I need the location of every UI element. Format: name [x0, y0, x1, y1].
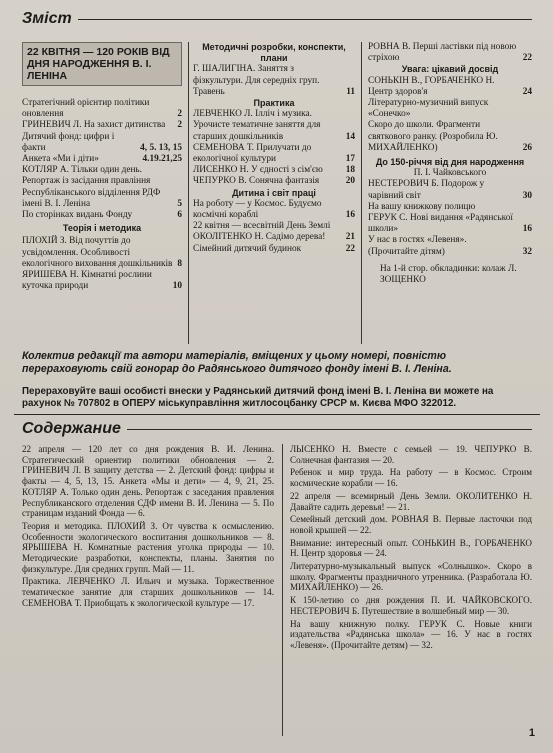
- toc-entry: [193, 232, 355, 243]
- toc-entry-title: ЧЕПУРКО В. Сонячна фантазія: [193, 176, 320, 187]
- rus-toc-paragraph: На вашу книжную полку. ГЕРУК С. Новые книги издательства «Радянська школа» — 16. У нас в гостях «Левеня». (Прочитайте детям) — 32.: [290, 618, 532, 650]
- toc-entry-title: РОВНА В. Перші ластівки під новою стріхою: [368, 42, 517, 64]
- toc-entry-title: ЛЕВЧЕНКО Л. Ілліч і музика. Урочисте тематичне заняття для старших дошкільників: [193, 109, 321, 142]
- toc-entry-title: ЯРИШЕВА Н. Кімнатні рослини куточка природи: [22, 270, 152, 292]
- toc-entry: [368, 42, 532, 64]
- toc-entry-page: 4, 5. 13, 15: [140, 142, 182, 153]
- section-divider: [14, 414, 540, 415]
- ukr-title: Зміст: [22, 10, 72, 27]
- ukr-column-1: [22, 42, 182, 292]
- rus-header: [22, 418, 532, 440]
- toc-entry-page: 22: [345, 243, 355, 254]
- rus-column-1: [22, 444, 274, 611]
- column-divider: [361, 42, 362, 344]
- toc-entry-title: ПЛОХІЙ З. Від почуттів до усвідомлення. Особливості екологічного виховання дошкільників: [22, 236, 173, 269]
- toc-entry-page: 16: [522, 224, 532, 235]
- toc-entry-page: 22: [522, 53, 532, 64]
- donation-notice: Перераховуйте ваші особисті внески у Радянський дитячий фонд імені В. І. Леніна ви можете на рахунок № 707802 в ОПЕРУ міськуправління житлосоцбанку СРСР м. Києва МФО 322012.: [22, 386, 494, 409]
- toc-entry-page: 10: [172, 281, 182, 292]
- toc-entry-title: СЕМЕНОВА Т. Прилучати до екологічної культури: [193, 142, 312, 165]
- rus-toc-paragraph: 22 апреля — 120 лет со дня рождения В. И. Ленина. Стратегический ориентир политики обновления — 2. ГРИНЕВИЧ Л. В защиту детства — 2. Детский фонд: цифры и факты — 4, 5, 13, 15. Анкета «Мы и дети» — 4, 9, 21, 25. КОТЛЯР А. Только один день. Репортаж с заседания правления Республиканского отделения СДФ имени В. И. Ленина — 5. По страницам изданий Фонда — 6.: [22, 444, 274, 519]
- toc-entry: [193, 143, 355, 165]
- page-number: 1: [528, 727, 535, 739]
- toc-entry: [22, 236, 182, 270]
- toc-entry-title: 22 квітня — всесвітній День Землі: [193, 221, 331, 232]
- toc-entry-title: Г. ШАЛИГІНА. Заняття з фізкультури. Для середніх груп. Травень: [193, 64, 320, 97]
- toc-entry-page: 26: [522, 142, 532, 153]
- toc-entry-title: КОТЛЯР А. Тільки один день. Репортаж із засідання правління Республіканського відділення РДФ імені В. І. Леніна: [22, 165, 161, 209]
- ukr-header: [22, 8, 532, 30]
- toc-entry-title: НЕСТЕРОВИЧ Б. Подорож у чарівний світ: [368, 179, 485, 201]
- rus-header-rule: [127, 429, 532, 430]
- toc-entry-page: 21: [345, 232, 355, 243]
- toc-entry: [22, 154, 182, 165]
- toc-entry: [193, 244, 355, 255]
- toc-entry-title: Анкета «Ми і діти»: [22, 154, 99, 165]
- toc-entry: [368, 179, 532, 201]
- lenin-anniversary-box: 22 КВІТНЯ — 120 РОКІВ ВІД ДНЯ НАРОДЖЕННЯ В. І. ЛЕНІНА: [22, 42, 182, 86]
- toc-entry: [22, 120, 182, 131]
- toc-entry-page: 20: [345, 176, 355, 187]
- toc-entry: [368, 120, 532, 154]
- toc-entry-title: Літературно-музичний випуск «Сонечко»: [368, 98, 489, 120]
- column-divider: [282, 444, 283, 736]
- cover-credit: На 1-й стор. обкладинки: колаж Л. ЗОЩЕНКО: [380, 263, 517, 286]
- toc-entry-page: 4.19.21,25: [142, 154, 182, 165]
- toc-entry-page: 6: [177, 210, 182, 221]
- toc-entry: [22, 210, 182, 221]
- ukr-col3-list-3: [368, 179, 532, 257]
- rus-toc-paragraph: Ребенок и мир труда. На работу — в Космос. Строим космические корабли — 16.: [290, 467, 532, 489]
- toc-entry: [193, 221, 355, 232]
- toc-entry: [368, 76, 532, 98]
- toc-entry-page: 16: [345, 210, 355, 221]
- toc-entry-page: 5: [177, 198, 182, 209]
- toc-entry-page: 24: [522, 86, 532, 97]
- toc-entry-page: 11: [346, 86, 355, 97]
- ukr-col1-list: [22, 98, 182, 221]
- ukr-col2-list-1: [193, 64, 355, 98]
- ukr-section-experience: Увага: цікавий досвід: [401, 64, 499, 75]
- ukr-section-work: Дитина і світ праці: [232, 187, 316, 198]
- rus-toc-paragraph: Литературно-музыкальный выпуск «Солнышко». Скоро в школу. Фрагменты праздничного утренника. (Разработала Ю. МИХАЙЛЕНКО) — 26.: [290, 561, 532, 593]
- ukr-col2-list-3: [193, 199, 355, 255]
- rus-toc-paragraph: Семейный детский дом. РОВНАЯ В. Первые ласточки под новой крышей — 22.: [290, 514, 532, 535]
- rus-title: Содержание: [22, 420, 121, 437]
- toc-entry-title: ГРИНЕВИЧ Л. На захист дитинства: [22, 120, 166, 131]
- toc-entry: [193, 176, 355, 187]
- column-divider: [188, 42, 189, 344]
- rus-toc-paragraph: Практика. ЛЕВЧЕНКО Л. Ильич и музыка. Торжественное тематическое занятие для старших дошкольников — 14. СЕМЕНОВА Т. Приобщать к экологической культуре — 17.: [22, 576, 274, 608]
- toc-entry-title: ОКОЛІТЕНКО Н. Садімо дерева!: [193, 232, 326, 243]
- rus-toc-paragraph: К 150-летию со дня рождения П. И. ЧАЙКОВСКОГО. НЕСТЕРОВИЧ Б. Путешествие в волшебный мир — 30.: [290, 595, 532, 616]
- toc-entry-page: 18: [345, 165, 355, 176]
- toc-entry-title: Дитячий фонд: цифри і факти: [22, 131, 115, 153]
- rus-toc-paragraph: Внимание: интересный опыт. СОНЬКИН В., ГОРБАЧЕНКО Н. Центр здоровья — 24.: [290, 537, 532, 559]
- toc-entry-page: 2: [177, 109, 182, 120]
- toc-entry-title: На вашу книжкову полицю: [368, 201, 476, 212]
- toc-entry-page: 30: [522, 190, 532, 201]
- toc-entry-title: Сімейний дитячий будинок: [193, 243, 302, 254]
- ukr-section-theory: Теорія і методика: [62, 223, 142, 234]
- toc-entry-title: ЛИСЕНКО Н. У єдності з сім'єю: [193, 165, 323, 176]
- toc-entry-title: На роботу — у Космос. Будуємо космічні кораблі: [193, 198, 322, 221]
- ukr-section-methodics: Методичні розробки, конспекти, плани: [202, 42, 346, 64]
- ukr-col1-list-2: [22, 236, 182, 292]
- toc-entry: [368, 98, 532, 120]
- toc-entry: [22, 98, 182, 120]
- toc-entry: [368, 213, 532, 235]
- toc-entry-title: По сторінках видань Фонду: [22, 210, 133, 221]
- ukr-col3-list-1: [368, 42, 532, 64]
- ukr-col3-list-2: [368, 76, 532, 154]
- toc-entry: [368, 202, 532, 213]
- rus-toc-paragraph: ЛЫСЕНКО Н. Вместе с семьей — 19. ЧЕПУРКО В. Солнечная фантазия — 20.: [290, 444, 532, 465]
- toc-entry: [22, 132, 182, 154]
- toc-entry-title: ГЕРУК С. Нові видання «Радянської школи»: [368, 213, 513, 235]
- rus-toc-paragraph: 22 апреля — всемирный День Земли. ОКОЛИТЕНКО Н. Давайте садить деревья! — 21.: [290, 490, 532, 512]
- toc-entry: [193, 64, 355, 98]
- ukr-section-practice: Практика: [253, 98, 295, 109]
- toc-entry: [193, 109, 355, 143]
- toc-entry: [368, 235, 532, 257]
- fee-credit-note: Колектив редакції та автори матеріалів, вміщених у цьому номері, повністю перераховують свій гонорар до Радянського дитячого фонду імені В. І. Леніна.: [22, 350, 452, 375]
- toc-entry-page: 32: [522, 246, 532, 257]
- toc-entry: [22, 270, 182, 292]
- ukr-section-tchaikovsky-sub: П. І. Чайковського: [413, 168, 487, 179]
- ukr-column-2: [193, 42, 355, 255]
- toc-entry: [193, 199, 355, 221]
- toc-entry: [22, 165, 182, 210]
- toc-entry: [193, 165, 355, 176]
- toc-entry-page: 8: [177, 258, 182, 269]
- rus-column-2: [290, 444, 532, 653]
- ukr-col2-list-2: [193, 109, 355, 187]
- rus-toc-paragraph: Теория и методика. ПЛОХИЙ З. От чувства к осмыслению. Особенности экологического воспитания дошкольников — 8. ЯРЫШЕВА Н. Комнатные растения уголка природы — 10. Методические разработки, конспекты, планы. Занятия по физкультуре. Для средних групп. Май — 11.: [22, 520, 274, 574]
- toc-entry-page: 14: [345, 131, 355, 142]
- ukr-header-rule: [78, 19, 532, 20]
- ukr-column-3: [368, 42, 532, 286]
- toc-entry-page: 2: [177, 120, 182, 131]
- toc-entry-page: 17: [345, 154, 355, 165]
- toc-entry-title: СОНЬКІН В., ГОРБАЧЕНКО Н. Центр здоров'я: [368, 75, 495, 97]
- toc-entry-title: Скоро до школи. Фрагменти святкового ранку. (Розробила Ю. МИХАЙЛЕНКО): [368, 120, 498, 153]
- ukr-section-tchaikovsky: До 150-річчя від дня народження: [375, 157, 525, 168]
- toc-entry-title: Стратегічний орієнтир політики оновлення: [22, 98, 150, 120]
- toc-entry-title: У нас в гостях «Левеня». (Прочитайте дітям): [368, 235, 467, 257]
